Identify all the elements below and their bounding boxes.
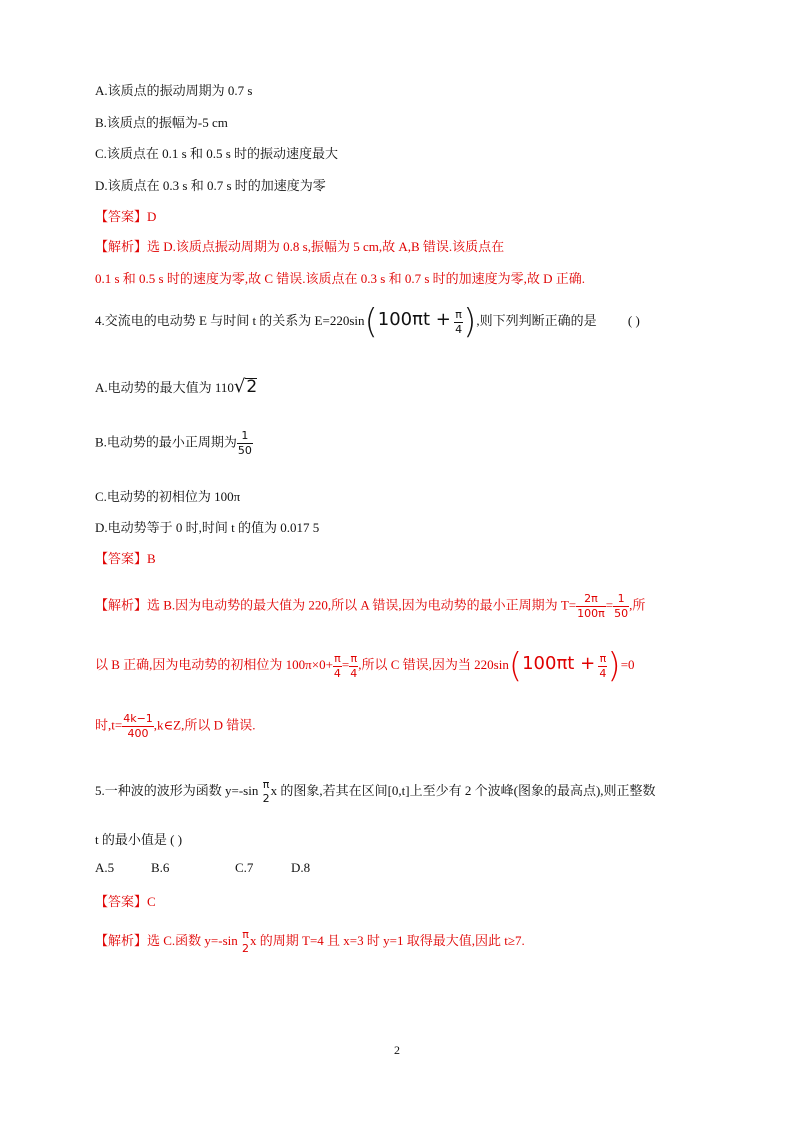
q4-option-d: D.电动势等于 0 时,时间 t 的值为 0.017 5	[95, 520, 320, 535]
q4-analysis-3-text: 时,t=	[95, 717, 123, 733]
q4-stem-prefix: 4.交流电的电动势 E 与时间 t 的关系为 E=220sin	[95, 313, 365, 328]
q5-options	[95, 860, 310, 876]
q5-stem-line-2: t 的最小值是 ( )	[95, 832, 183, 847]
page-number: 2	[394, 1043, 400, 1057]
q5-option-c: C.7	[235, 860, 254, 875]
q5-stem	[95, 778, 656, 806]
q4-period-fraction: $\frac{2\pi}{100\pi}$	[577, 592, 605, 620]
q4-analysis-line-2	[95, 644, 635, 685]
q5-stem-text: 5.一种波的波形为函数 y=-sin	[95, 782, 262, 798]
q4-answer-blank: ( )	[627, 313, 640, 328]
right-paren: )	[607, 646, 621, 687]
q5-analysis	[95, 928, 525, 956]
q4-option-b-fraction: $\frac{1}{50}$	[237, 429, 252, 457]
q4-analysis-line-3	[95, 712, 256, 741]
q3-answer: 【答案】D	[95, 209, 157, 224]
q5-answer: 【答案】C	[95, 894, 156, 909]
q5-option-d: D.8	[291, 860, 311, 875]
left-paren: (	[364, 302, 378, 343]
q4-analysis-1-text: 【解析】选 B.因为电动势的最大值为 220,所以 A 错误,因为电动势的最小正周期为 T=	[95, 597, 577, 613]
equals-sign: =	[605, 597, 614, 613]
q5-option-a: A.5	[95, 860, 115, 875]
q4-option-c: C.电动势的初相位为 100π	[95, 489, 241, 504]
q4-analysis-2-text: 以 B 正确,因为电动势的初相位为 100π×0+	[95, 657, 333, 672]
sqrt-sign: √	[233, 376, 246, 397]
q5-option-b: B.6	[151, 860, 170, 875]
q5-analysis-text: 【解析】选 C.函数 y=-sin	[95, 932, 242, 948]
q4-t-fraction: $\frac{4k-1}{400}$	[123, 712, 153, 740]
q3-analysis-line-2: 0.1 s 和 0.5 s 时的速度为零,故 C 错误.该质点在 0.3 s 和 0.7 s 时的加速度为零,故 D 正确.	[95, 271, 586, 286]
right-paren: )	[463, 302, 477, 343]
q4-pi-over-4: $\frac{\pi}{4}$	[455, 307, 463, 336]
q4-analysis-line-1	[95, 592, 645, 621]
q4-phase-expr: 100πt +	[377, 309, 451, 330]
q4-analysis-3-tail: ,k∈Z,所以 D 错误.	[153, 717, 256, 733]
sqrt-radicand: 2	[246, 377, 258, 397]
q5-pi-over-2: π 2	[262, 778, 270, 805]
q4-analysis-1-tail: ,所	[629, 597, 646, 613]
pi-over-4-b: $\frac{\pi}{4}$	[350, 651, 358, 680]
q3-option-b: B.该质点的振幅为-5 cm	[95, 115, 228, 130]
q4-analysis-2-tail: =0	[620, 657, 635, 672]
q3-analysis-line-1: 【解析】选 D.该质点振动周期为 0.8 s,振幅为 5 cm,故 A,B 错误.该质点在	[95, 239, 505, 254]
q4-option-a	[95, 376, 257, 397]
pi-over-4-a: $\frac{\pi}{4}$	[333, 651, 341, 680]
q3-option-a: A.该质点的振动周期为 0.7 s	[95, 83, 253, 98]
q4-option-b-text: B.电动势的最小正周期为	[95, 434, 237, 450]
q3-option-c: C.该质点在 0.1 s 和 0.5 s 时的振动速度最大	[95, 146, 339, 161]
q5-analysis-pi-over-2: π 2	[242, 928, 250, 955]
q4-stem	[95, 300, 640, 341]
q4-analysis-phase-expr: 100πt +	[522, 653, 596, 674]
q4-option-a-text: A.电动势的最大值为 110	[95, 380, 234, 395]
equals-sign: =	[341, 657, 350, 672]
q4-period-result: $\frac{1}{50}$	[614, 592, 629, 620]
q5-stem-tail: x 的图象,若其在区间[0,t]上至少有 2 个波峰(图象的最高点),则正整数	[270, 782, 656, 798]
q4-stem-suffix: ,则下列判断正确的是	[476, 313, 597, 328]
q5-analysis-tail: x 的周期 T=4 且 x=3 时 y=1 取得最大值,因此 t≥7.	[250, 932, 525, 948]
q4-option-b	[95, 429, 253, 458]
left-paren: (	[508, 646, 523, 687]
q4-answer: 【答案】B	[95, 551, 156, 566]
q4-analysis-2-mid: ,所以 C 错误,因为当 220sin	[358, 657, 509, 672]
pi-over-4-c: $\frac{\pi}{4}$	[599, 651, 607, 680]
q3-option-d: D.该质点在 0.3 s 和 0.7 s 时的加速度为零	[95, 178, 326, 193]
